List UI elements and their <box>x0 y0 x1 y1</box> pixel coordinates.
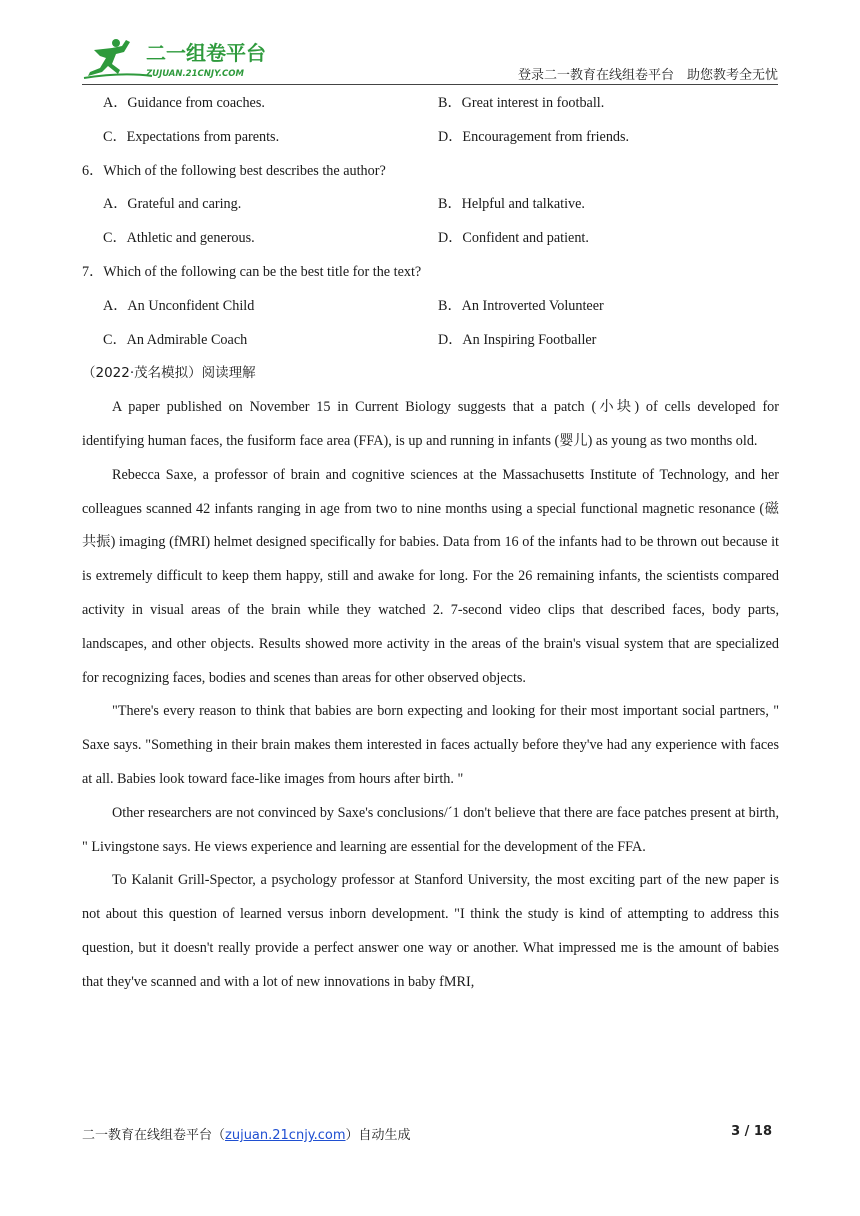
footer-suffix: ）自动生成 <box>345 1128 411 1143</box>
option-b: B．An Introverted Volunteer <box>438 297 604 314</box>
option-d: D．Encouragement from friends. <box>438 128 630 145</box>
document-body <box>82 87 779 1000</box>
option-c: C．Athletic and generous. <box>103 230 255 247</box>
passage-paragraph-4: Other researchers are not convinced by Saxe's conclusions/´1 don't believe that there are face patches present at birth, " Livingstone says. He views experience and learning are essential for the development of the FFA. <box>82 804 779 855</box>
footer-link[interactable]: zujuan.21cnjy.com <box>225 1128 346 1143</box>
header-divider <box>82 84 778 85</box>
option-a: A．Guidance from coaches. <box>103 95 265 111</box>
option-row <box>82 188 779 222</box>
page-footer <box>82 1124 772 1143</box>
passage-paragraph-1: A paper published on November 15 in Current Biology suggests that a patch (小块) of cells developed for identifying human faces, the fusiform face area (FFA), is up and running in infants (婴儿) as young as two months old. <box>82 399 779 449</box>
logo-title: 二一组卷平台 <box>146 41 266 65</box>
passage-paragraph-2: Rebecca Saxe, a professor of brain and cognitive sciences at the Massachusetts Institute of Technology, and her colleagues scanned 42 infants ranging in age from two to nine months using a special functional magnetic resonance (磁共振) imaging (fMRI) helmet designed specifically for babies. Data from 16 of the infants had to be thrown out because it is extremely difficult to keep them happy, still and awake for long. For the 26 remaining infants, the scientists compared activity in visual areas of the brain while they watched 2. 7-second video clips that described faces, body parts, landscapes, and other objects. Results showed more activity in the areas of the brain's visual system that are specialized for recognizing faces, bodies and scenes than areas for other observed objects. <box>82 466 779 686</box>
option-row <box>82 324 779 358</box>
passage-source: （2022·茂名模拟）阅读理解 <box>82 365 256 382</box>
page-number: 3 / 18 <box>731 1124 772 1139</box>
option-d: D．An Inspiring Footballer <box>438 331 597 348</box>
question-6-stem: 6．Which of the following best describes the author? <box>82 162 386 179</box>
header-slogan: 登录二一教育在线组卷平台 助您教考全无忧 <box>517 68 778 83</box>
option-a: A．An Unconfident Child <box>103 297 255 314</box>
passage-paragraph-3: "There's every reason to think that babies are born expecting and looking for their most important social partners, " Saxe says. "Something in their brain makes them interested in faces actually before they've had any experience with faces at all. Babies look toward face-like images from hours after birth. " <box>82 703 779 787</box>
runner-icon <box>84 39 152 78</box>
option-row <box>82 290 779 324</box>
question-7-stem: 7．Which of the following can be the best title for the text? <box>82 263 422 280</box>
option-d: D．Confident and patient. <box>438 230 589 247</box>
zujuan-logo <box>82 36 282 80</box>
option-a: A．Grateful and caring. <box>103 196 242 213</box>
footer-prefix: 二一教育在线组卷平台（ <box>82 1128 226 1143</box>
option-b: B．Helpful and talkative. <box>438 196 585 213</box>
option-b: B．Great interest in football. <box>438 95 605 111</box>
logo-subtitle: ZUJUAN.21CNJY.COM <box>146 69 244 79</box>
option-row <box>82 121 779 155</box>
passage-paragraph-5: To Kalanit Grill-Spector, a psychology professor at Stanford University, the most exciting part of the new paper is not about this question of learned versus inborn development. "I think the study is kind of attempting to address this question, but it doesn't really provide a perfect answer one way or another. What impressed me is the amount of babies that they've scanned and with a lot of new innovations in baby fMRI, <box>82 872 779 990</box>
option-row <box>82 222 779 256</box>
option-c: C．An Admirable Coach <box>103 331 248 348</box>
page-header <box>82 30 778 86</box>
option-c: C．Expectations from parents. <box>103 128 280 145</box>
option-row <box>82 87 779 121</box>
